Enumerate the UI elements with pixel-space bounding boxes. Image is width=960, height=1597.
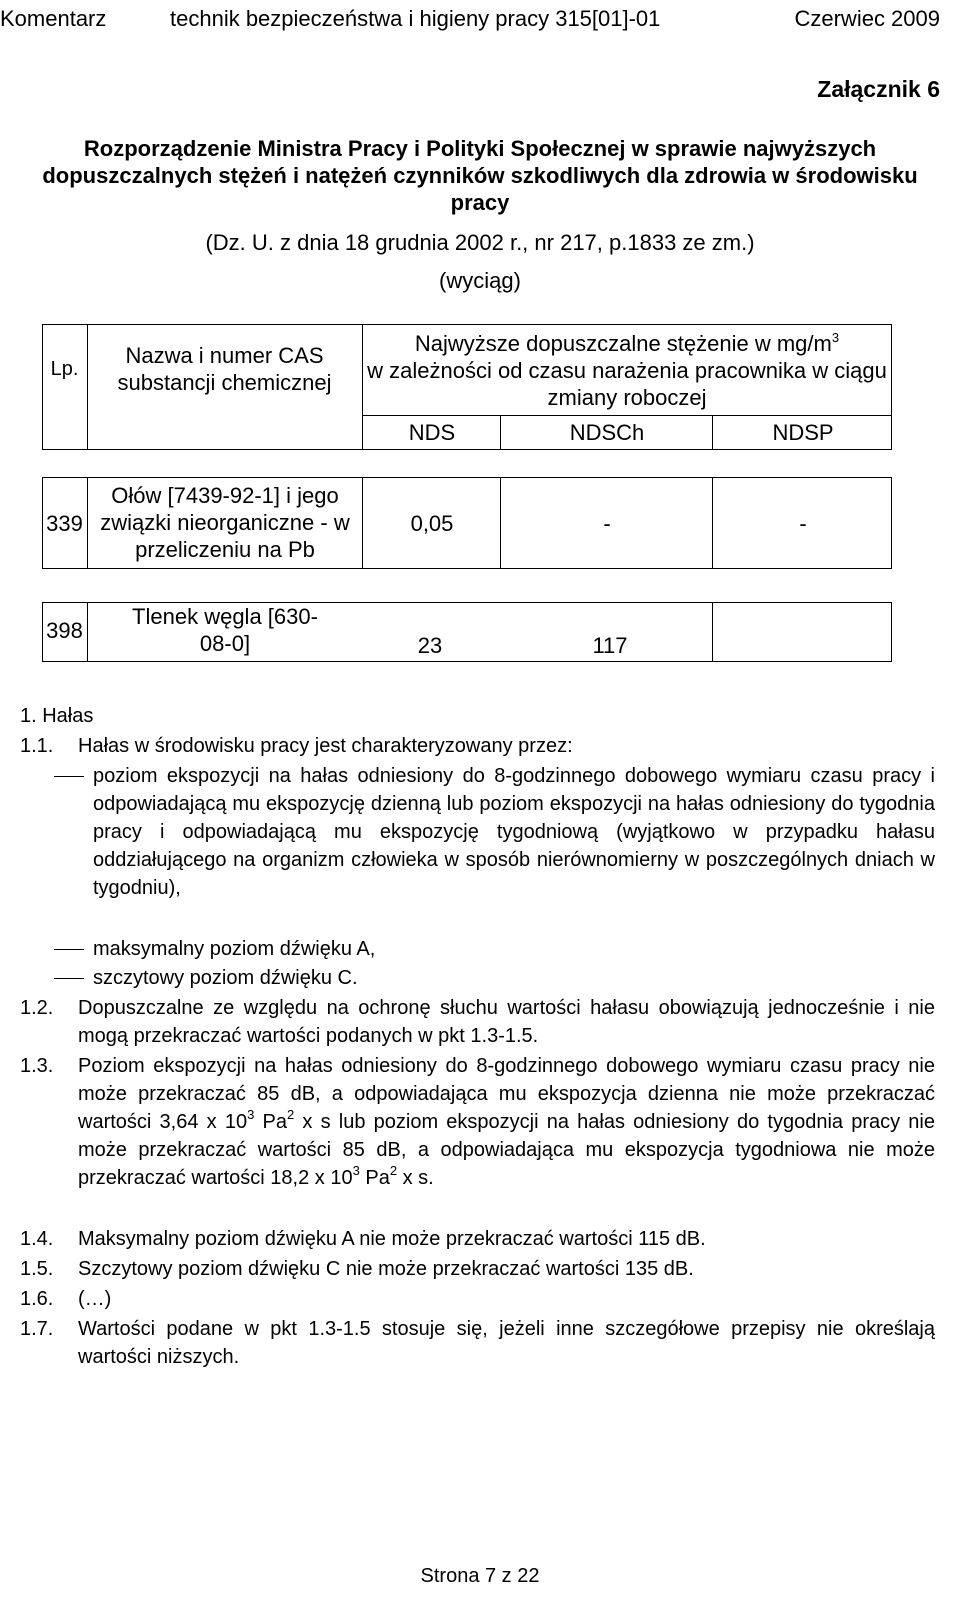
col-header-name: Nazwa i numer CAS substancji chemicznej: [117, 343, 332, 395]
paragraph-1-3: [20, 1052, 935, 1192]
annex-label: Załącznik 6: [817, 76, 940, 102]
dash-bullet: [54, 978, 84, 979]
header-center: technik bezpieczeństwa i higieny pracy 315[01]-01: [170, 6, 661, 31]
divider: [362, 415, 892, 416]
paragraph-text: Maksymalny poziom dźwięku A nie może przekraczać wartości 115 dB.: [78, 1228, 706, 1250]
paragraph-text: Dopuszczalne ze względu na ochronę słuchu wartości hałasu obowiązują jednocześnie i nie mogą przekraczać wartości podanych w pkt 1.3-1.5.: [78, 997, 935, 1047]
paragraph-number: 1.2.: [20, 997, 54, 1019]
paragraph-text: Wartości podane w pkt 1.3-1.5 stosuje się, jeżeli inne szczegółowe przepisy nie określają wartości niższych.: [78, 1318, 935, 1368]
dash-bullet: [54, 776, 84, 777]
citation: (Dz. U. z dnia 18 grudnia 2002 r., nr 217, p.1833 ze zm.): [205, 230, 755, 255]
col-header-ndsp: NDSP: [772, 420, 834, 445]
divider: [500, 415, 501, 450]
col-header-lp: Lp.: [50, 358, 79, 380]
divider: [500, 477, 501, 569]
row-lp: 339: [46, 511, 83, 536]
divider: [87, 602, 88, 662]
excerpt-label: (wyciąg): [439, 268, 521, 293]
divider: [362, 477, 363, 569]
bullet-item: [20, 762, 935, 902]
paragraph-number: 1.7.: [20, 1318, 54, 1340]
row-substance-name: Ołów [7439-92-1] i jego związki nieorganiczne - w przeliczeniu na Pb: [100, 483, 350, 562]
bullet-text: poziom ekspozycji na hałas odniesiony do 8-godzinnego dobowego wymiaru czasu pracy i odpowiadającą mu ekspozycję dzienną lub poziom ekspozycji na hałas odniesiony do tygodnia pracy i odpowiadającą mu ekspozycję tygodniową (wyjątkowo w przypadku hałasu oddziałującego na organizm człowieka w sposób nierównomierny w poszczególnych dniach w tygodniu),: [93, 765, 935, 899]
header-right: Czerwiec 2009: [794, 6, 940, 31]
dash-bullet: [54, 949, 84, 950]
paragraph-number: 1.3.: [20, 1055, 54, 1077]
col-header-conc-sup: 3: [831, 330, 840, 345]
col-header-ndsch: NDSCh: [569, 420, 645, 445]
paragraph-text: Poziom ekspozycji na hałas odniesiony do 8-godzinnego dobowego wymiaru czasu pracy nie może przekraczać 85 dB, a odpowiadająca mu ekspozycja dzienna nie może przekraczać wartości 3,64 x $10^3$ Pa$^2$ x s lub poziom ekspozycji na hałas odniesiony do tygodnia pracy nie może przekraczać wartości 85 dB, a odpowiadająca mu ekspozycja tygodniowa nie może przekraczać wartości 18,2 x $10^3$ Pa$^2$ x s.: [78, 1055, 935, 1189]
col-header-conc-rest: w zależności od czasu narażenia pracownika w ciągu zmiany roboczej: [367, 358, 887, 410]
paragraph-1-2: [20, 994, 935, 1050]
paragraph-1-1: [20, 732, 935, 760]
paragraph-1-5: [20, 1255, 935, 1283]
divider: [87, 324, 88, 450]
row-nds: 0,05: [410, 511, 454, 536]
section-title: 1. Hałas: [20, 705, 94, 727]
regulation-title: Rozporządzenie Ministra Pracy i Polityki Społecznej w sprawie najwyższych dopuszczalnych stężeń i natężeń czynników szkodliwych dla zdrowia w środowisku pracy: [42, 136, 918, 215]
paragraph-1-6: [20, 1285, 935, 1313]
row-ndsp: -: [799, 511, 807, 536]
col-header-nds: NDS: [408, 420, 456, 445]
divider: [712, 602, 713, 662]
header-left: Komentarz: [0, 6, 107, 31]
paragraph-number: 1.5.: [20, 1258, 54, 1280]
row-lp: 398: [46, 618, 83, 643]
bullet-text: szczytowy poziom dźwięku C.: [93, 967, 358, 989]
row-ndsch: 117: [592, 633, 628, 658]
row-substance-name: Tlenek węgla [630-08-0]: [132, 604, 318, 656]
bullet-item: [20, 935, 935, 963]
paragraph-text: Szczytowy poziom dźwięku C nie może przekraczać wartości 135 dB.: [78, 1258, 694, 1280]
divider: [712, 415, 713, 450]
paragraph-number: 1.1.: [20, 735, 54, 757]
divider: [712, 477, 713, 569]
paragraph-number: 1.6.: [20, 1288, 54, 1310]
paragraph-text: (…): [78, 1288, 112, 1310]
page-footer: Strona 7 z 22: [420, 1565, 540, 1587]
paragraph-text: Hałas w środowisku pracy jest charakteryzowany przez:: [78, 735, 573, 757]
row-ndsch: -: [603, 511, 611, 536]
paragraph-1-4: [20, 1225, 935, 1253]
paragraph-number: 1.4.: [20, 1228, 54, 1250]
row-nds: 23: [417, 633, 443, 658]
divider: [362, 324, 363, 450]
bullet-text: maksymalny poziom dźwięku A,: [93, 938, 376, 960]
col-header-conc-main: Najwyższe dopuszczalne stężenie w mg/m: [414, 331, 832, 356]
col-header-concentration: [366, 330, 888, 411]
bullet-item: [20, 964, 935, 992]
paragraph-1-7: [20, 1315, 935, 1371]
